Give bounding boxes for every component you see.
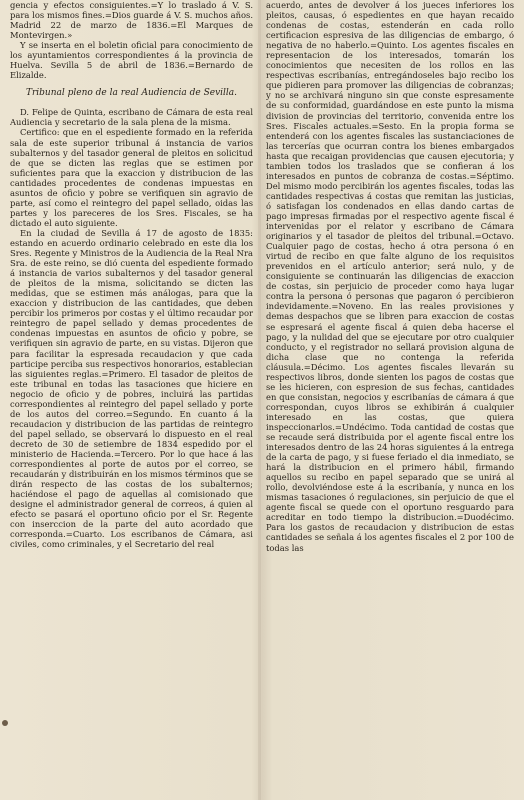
insert-notice: Y se inserta en el boletin oficial para conocimiento de los ayuntamientos correspondientes á la provincia de Huelva. Sevilla 5 de abril de 1836.=Bernardo de Elizalde. [10,40,253,81]
right-column [266,0,514,800]
right-column-text: acuerdo, antes de devolver á los jueces inferiores los pleitos, causas, ó espedientes en que hayan recaido condenas de costas, estenderán en cada rollo certificacion espresiva de las diligencias de embargo, ó negativa de no haberlo.=Quinto. Los agentes fiscales en representacion de los interesados, tomarán los conocimientos que necesiten de los rollos en las respectivas escribanías, entregándoseles bajo recibo los que pidieren para promover las diligencias de cobranzas; y no se archivará ninguno sin que conste espresamente de su conformidad, guardándose en este punto la misma division de provincias del territorio, convenida entre los Sres. Fiscales actuales.=Sesto. En la propia forma se entenderá con los agentes fiscales las sustanciaciones de las tercerías que ocurran contra los bienes embargados hasta que recaigan providencias que causen ejecutoria; y tambien todos los traslados que se confieran á los interesados en puntos de cobranza de costas.=Séptimo. Del mismo modo percibirán los agentes fiscales, todas las cantidades respectivas á costas que remitan las justicias, ó satisfagan los condenados en ellas dando cartas de pago impresas firmadas por el respectivo agente fiscal é intervenidas por el relator y escribano de Cámara originarios y el tasador de pleitos del tribunal.=Octavo. Cualquier pago de costas, hecho á otra persona ó en virtud de recibo en que falte alguno de los requisitos prevenidos en el artículo anterior; será nulo, y de consiguiente se continuarán las diligencias de exaccion de costas, sin perjuicio de proceder como haya lugar contra la persona ó personas que pagaron ó percibieron indevidamente.=Noveno. En las reales provisiones y demas despachos que se libren para exaccion de costas se espresará el agente fiscal á quien deba hacerse el pago, y la nulidad del que se ejecutare por otro cualquier conducto, y el registrador no sellará provision alguna de dicha clase que no contenga la referida cláusula.=Décimo. Los agentes fiscales llevarán su respectivos libros, donde sienten los pagos de costas que se les hicieren, con espresion de sus fechas, cantidades en que consistan, negocios y escribanías de cámara á que correspondan, cuyos libros se exhibirán á cualquier interesado en las costas, que quiera inspeccionarlos.=Undécimo. Toda cantidad de costas que se recaude será distribuida por el agente fiscal entre los interesados dentro de las 24 horas siguientes á la entrega de la carta de pago, y si fuese feriado el dia inmediato, se hará la distribucion en el primero hábil, firmando aquellos su recibo en papel separado que se unirá al rollo, devolviéndose este á la escribanía, y nunca en los mismas tasaciones ó regulaciones, sin perjuicio de que el agente fiscal se quede con el oportuno resguardo para acreditar en todo tiempo la distribucion.=Duodécimo. Para los gastos de recaudacion y distribucion de estas cantidades se señala á los agentes fiscales el 2 por 100 de todas las [266,0,514,553]
ink-spot [2,720,8,726]
section-heading: Tribunal pleno de la real Audiencia de Sevilla. [25,88,238,99]
paragraph-3: En la ciudad de Sevilla á 17 de agosto de 1835: estando en acuerdo ordinario celebrado en este dia los Sres. Regente y Ministros de la Audiencia de la Real Nra Sra. de este reino, se dió cuenta del espediente formado á instancia de varios subalternos y del tasador general de pleitos de la misma, solicitando se dicten las medidas, que se estimen más análogas, para que la exaccion y distribucion de las cantidades, que deben percibir los primeros por costas y el último recaudar por reintegro de papel sellado y demas procedentes de condenas impuestas en asuntos de oficio y pobre, se verifiquen sin agravio de parte, en su vistas. Dijeron que para facilitar la espresada recaudacion y que cada participe perciba sus respectivos honorarios, establecian las siguientes reglas.=Primero. El tasador de pleitos de este tribunal en todas las tasaciones que hiciere en negocio de oficio y de pobres, incluirá las partidas correspondientes al reintegro del papel sellado y porte de los autos del correo.=Segundo. En cuanto á la recaudacion y distribucion de las partidas de reintegro del papel sellado, se observará lo dispuesto en el real decreto de 30 de setiembre de 1834 espedido por el ministerio de Hacienda.=Tercero. Por lo que hace á las correspondientes al porte de autos por el correo, se recaudarán y distribuirán en los mismos términos que se dirán respecto de las costas de los subalternos; haciéndose el pago de aquellas al comisionado que designe el administrador general de correos, á quien al efecto se pasará el oportuno oficio por el Sr. Regente con inserccion de la parte del auto acordado que corresponda.=Cuarto. Los escribanos de Cámara, asi civiles, como criminales, y el Secretario del real [10,227,253,550]
page-fold [258,0,261,800]
continued-text: gencia y efectos consiguientes.=Y lo traslado á V. S. para los mismos fines.=Dios guarde á V. S. muchos años. Madrid 22 de marzo de 1836.=El Marques de Montevirgen.» [10,0,253,41]
paragraph-2: Certifico: que en el espediente formado en la referida sala de este superior tribunal á instancia de varios subalternos y del tasador general de pleitos en solicitud de que se dicten las reglas que se estimen por suficientes para que la exaccion y distribucion de las cantidades procedentes de condenas impuestas en asuntos de oficio y pobre se verifiquen sin agravio de parte, así como el reintegro del papel sellado, oidas las partes y los pareceres de los Sres. Fiscales, se ha dictado el auto siguiente. [10,127,253,228]
left-column [10,0,253,800]
paragraph-1: D. Felipe de Quinta, escribano de Cámara de esta real Audiencia y secretario de la sala plena de la misma. [10,107,253,128]
